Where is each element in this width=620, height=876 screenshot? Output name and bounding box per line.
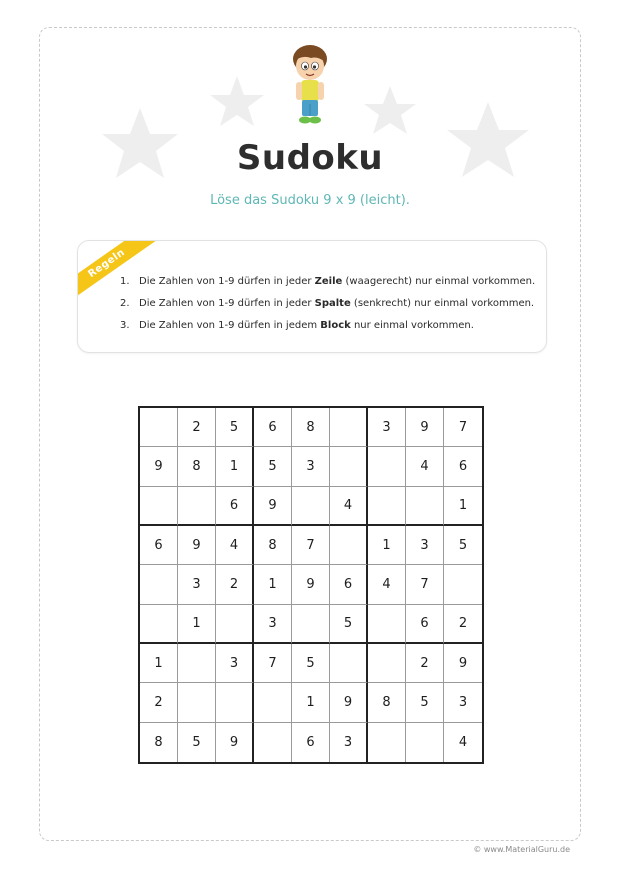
sudoku-empty-cell[interactable] (368, 644, 406, 683)
sudoku-given-cell: 5 (444, 526, 482, 565)
sudoku-given-cell: 7 (406, 565, 444, 604)
rule-keyword: Zeile (314, 276, 343, 287)
rule-text: (waagerecht) nur einmal vorkommen. (342, 276, 536, 287)
sudoku-given-cell: 8 (140, 723, 178, 762)
rule-item (120, 271, 535, 293)
sudoku-given-cell: 9 (330, 683, 368, 722)
rule-text: Die Zahlen von 1-9 dürfen in jeder (139, 298, 315, 309)
rule-text: Die Zahlen von 1-9 dürfen in jeder (139, 276, 315, 287)
page-title: Sudoku (236, 138, 384, 178)
sudoku-empty-cell[interactable] (330, 447, 368, 486)
rules-badge: Regeln (77, 240, 157, 303)
sudoku-empty-cell[interactable] (216, 683, 254, 722)
sudoku-empty-cell[interactable] (178, 644, 216, 683)
sudoku-empty-cell[interactable] (254, 723, 292, 762)
sudoku-given-cell: 3 (216, 644, 254, 683)
copyright-footer: © www.MaterialGuru.de (473, 845, 570, 854)
sudoku-empty-cell[interactable] (178, 683, 216, 722)
sudoku-given-cell: 5 (330, 605, 368, 644)
sudoku-given-cell: 6 (330, 565, 368, 604)
sudoku-given-cell: 1 (444, 487, 482, 526)
rule-text: nur einmal vorkommen. (350, 320, 474, 331)
rule-keyword: Block (320, 320, 351, 331)
sudoku-given-cell: 6 (140, 526, 178, 565)
rule-keyword: Spalte (314, 298, 351, 309)
sudoku-given-cell: 7 (254, 644, 292, 683)
sudoku-given-cell: 4 (368, 565, 406, 604)
sudoku-given-cell: 6 (254, 408, 292, 447)
sudoku-empty-cell[interactable] (444, 565, 482, 604)
rule-item (120, 293, 535, 315)
sudoku-given-cell: 9 (406, 408, 444, 447)
sudoku-given-cell: 9 (178, 526, 216, 565)
sudoku-grid (138, 406, 484, 764)
sudoku-empty-cell[interactable] (368, 447, 406, 486)
sudoku-given-cell: 9 (254, 487, 292, 526)
sudoku-given-cell: 5 (178, 723, 216, 762)
sudoku-given-cell: 9 (444, 644, 482, 683)
sudoku-empty-cell[interactable] (368, 605, 406, 644)
sudoku-given-cell: 1 (140, 644, 178, 683)
rule-item (120, 315, 535, 337)
rules-box (77, 240, 547, 353)
sudoku-given-cell: 2 (140, 683, 178, 722)
sudoku-given-cell: 6 (444, 447, 482, 486)
sudoku-given-cell: 5 (254, 447, 292, 486)
sudoku-given-cell: 9 (140, 447, 178, 486)
sudoku-given-cell: 1 (368, 526, 406, 565)
sudoku-empty-cell[interactable] (330, 644, 368, 683)
sudoku-given-cell: 6 (406, 605, 444, 644)
sudoku-given-cell: 4 (458, 734, 468, 750)
sudoku-given-cell: 1 (292, 683, 330, 722)
sudoku-given-cell: 3 (330, 723, 368, 762)
sudoku-given-cell: 9 (292, 565, 330, 604)
sudoku-empty-cell[interactable] (330, 408, 368, 447)
sudoku-empty-cell[interactable] (216, 605, 254, 644)
sudoku-empty-cell[interactable] (368, 487, 406, 526)
sudoku-given-cell: 2 (216, 565, 254, 604)
sudoku-given-cell: 5 (406, 683, 444, 722)
sudoku-empty-cell[interactable] (140, 408, 178, 447)
sudoku-given-cell: 1 (216, 447, 254, 486)
sudoku-empty-cell[interactable] (140, 605, 178, 644)
sudoku-given-cell: 4 (330, 487, 368, 526)
page-subtitle: Löse das Sudoku 9 x 9 (leicht). (210, 193, 410, 208)
sudoku-given-cell: 8 (254, 526, 292, 565)
sudoku-empty-cell[interactable] (292, 487, 330, 526)
boy-mascot-icon (285, 42, 335, 130)
sudoku-empty-cell[interactable] (140, 565, 178, 604)
sudoku-given-cell: 3 (292, 447, 330, 486)
sudoku-given-cell: 1 (254, 565, 292, 604)
sudoku-given-cell: 8 (368, 683, 406, 722)
sudoku-given-cell: 6 (216, 487, 254, 526)
sudoku-given-cell: 2 (444, 605, 482, 644)
rule-text: (senkrecht) nur einmal vorkommen. (350, 298, 535, 309)
sudoku-given-cell: 2 (178, 408, 216, 447)
sudoku-given-cell: 7 (292, 526, 330, 565)
sudoku-empty-cell[interactable] (406, 723, 444, 762)
sudoku-empty-cell[interactable] (140, 487, 178, 526)
sudoku-given-cell: 3 (178, 565, 216, 604)
sudoku-given-cell: 5 (292, 644, 330, 683)
rules-list (120, 271, 535, 337)
sudoku-given-cell: 4 (406, 447, 444, 486)
sudoku-empty-cell[interactable] (292, 605, 330, 644)
sudoku-given-cell: 2 (406, 644, 444, 683)
sudoku-given-cell: 6 (292, 723, 330, 762)
sudoku-given-cell: 3 (444, 683, 482, 722)
sudoku-given-cell: 1 (178, 605, 216, 644)
sudoku-given-cell: 4 (216, 526, 254, 565)
sudoku-given-cell: 8 (178, 447, 216, 486)
rule-number: 3. (120, 320, 130, 331)
sudoku-empty-cell[interactable] (368, 723, 406, 762)
sudoku-empty-cell[interactable] (406, 487, 444, 526)
rule-number: 1. (120, 276, 130, 287)
sudoku-given-cell: 9 (216, 723, 254, 762)
rule-text: Die Zahlen von 1-9 dürfen in jedem (139, 320, 321, 331)
sudoku-given-cell: 5 (216, 408, 254, 447)
rule-number: 2. (120, 298, 130, 309)
sudoku-empty-cell[interactable] (330, 526, 368, 565)
sudoku-given-cell: 3 (368, 408, 406, 447)
sudoku-given-cell: 3 (406, 526, 444, 565)
sudoku-empty-cell[interactable] (254, 683, 292, 722)
sudoku-given-cell: 3 (254, 605, 292, 644)
sudoku-given-cell: 7 (444, 408, 482, 447)
sudoku-empty-cell[interactable] (178, 487, 216, 526)
sudoku-given-cell: 8 (292, 408, 330, 447)
